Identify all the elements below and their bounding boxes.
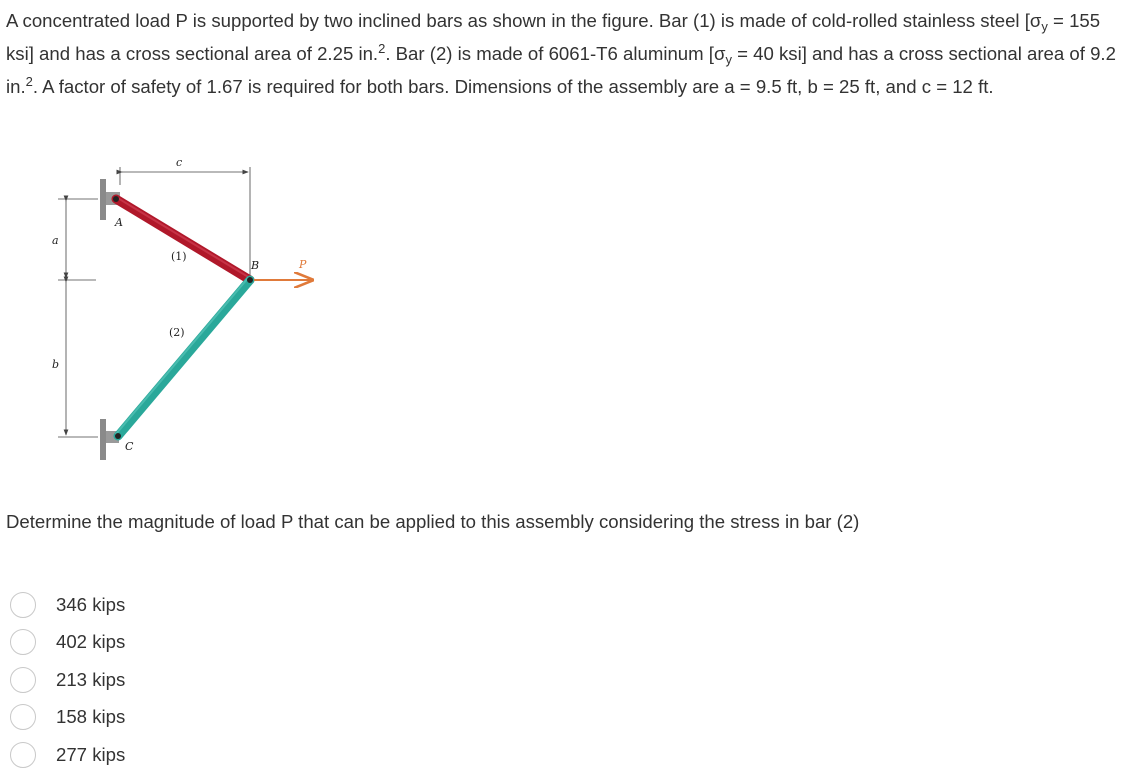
pin-b: [247, 277, 253, 283]
radio-button[interactable]: [10, 742, 36, 768]
question-part: . A factor of safety of 1.67 is required for both bars. Dimensions of the assembly are a = 9.5 ft, b = 25 ft, and c = 12 ft.: [32, 76, 994, 97]
dim-b-label: b: [52, 358, 60, 371]
answer-option[interactable]: [10, 661, 125, 699]
question-part: = 40 ksi] and has a cross sectional area of 9.2 in.: [6, 43, 1116, 97]
dim-a-label: a: [52, 234, 59, 247]
radio-button[interactable]: [10, 629, 36, 655]
bar-2-highlight: [116, 278, 248, 434]
answer-option-label: 402 kips: [56, 631, 126, 653]
radio-button[interactable]: [10, 667, 36, 693]
bar-1-highlight: [116, 197, 250, 278]
answer-option[interactable]: [10, 699, 125, 737]
answer-options: [10, 586, 125, 774]
question-text: [6, 4, 1118, 103]
question-part: = 155 ksi] and has a cross sectional area of 2.25 in.: [6, 10, 1101, 64]
pin-c: [115, 433, 121, 439]
radio-button[interactable]: [10, 704, 36, 730]
answer-option-label: 346 kips: [56, 593, 126, 615]
bar-2-label: (2): [169, 326, 185, 339]
support-c-plate: [100, 419, 106, 460]
assembly-figure: [0, 140, 340, 470]
question-prompt: Determine the magnitude of load P that can be applied to this assembly considering the stress in bar (2): [6, 511, 860, 532]
answer-option-label: 213 kips: [56, 668, 126, 690]
radio-button[interactable]: [10, 592, 36, 618]
question-subscript: y: [1041, 19, 1048, 34]
bar-1-label: (1): [171, 250, 187, 263]
point-c-label: C: [125, 440, 134, 453]
answer-option[interactable]: [10, 586, 125, 624]
pin-a: [113, 196, 119, 202]
dim-c-label: c: [176, 156, 183, 169]
load-p-label: P: [299, 258, 307, 271]
point-a-label: A: [115, 216, 123, 229]
bar-2: [118, 280, 250, 436]
question-superscript: 2: [378, 41, 386, 56]
answer-option[interactable]: [10, 736, 125, 774]
answer-option[interactable]: [10, 624, 125, 662]
answer-option-label: 277 kips: [56, 743, 126, 765]
question-superscript: 2: [25, 74, 33, 89]
point-b-label: B: [251, 259, 260, 272]
support-a-plate: [100, 179, 106, 220]
question-part: . Bar (2) is made of 6061-T6 aluminum [σ: [385, 43, 726, 64]
bar-1: [116, 199, 250, 280]
question-part: A concentrated load P is supported by two inclined bars as shown in the figure. Bar (1) is made of cold-rolled stainless steel [σ: [6, 10, 1042, 31]
answer-option-label: 158 kips: [56, 706, 126, 728]
question-subscript: y: [725, 52, 732, 67]
